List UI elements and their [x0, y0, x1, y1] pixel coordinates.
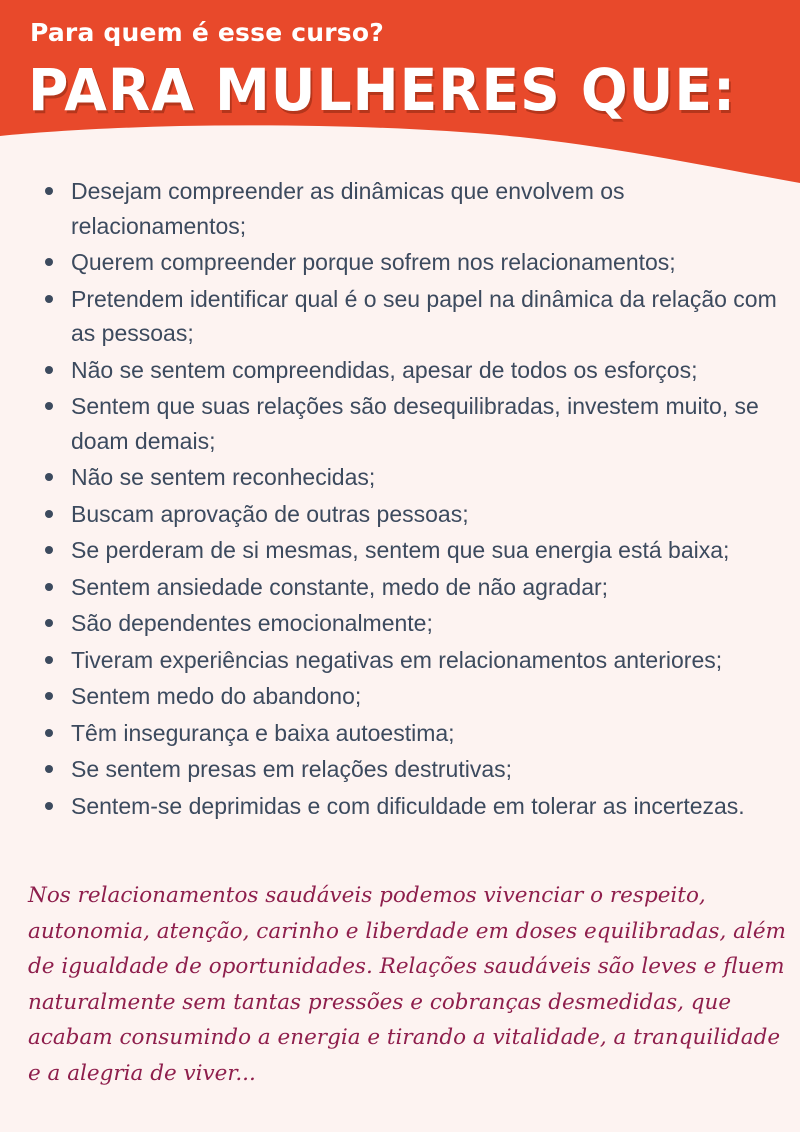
list-item-text: Não se sentem reconhecidas; [71, 464, 376, 490]
criteria-list [44, 174, 784, 825]
list-item [44, 752, 784, 787]
bullet-icon [45, 656, 53, 664]
list-item [44, 353, 784, 388]
list-item [44, 789, 784, 824]
list-item-text: Não se sentem compreendidas, apesar de todos os esforços; [71, 356, 698, 383]
list-item [44, 643, 784, 678]
bullet-icon [45, 187, 53, 195]
list-item-text: Desejam compreender as dinâmicas que envolvem os relacionamentos; [71, 178, 625, 239]
list-item [44, 716, 784, 751]
bullet-icon [45, 619, 53, 627]
list-item-text: Pretendem identificar qual é o seu papel na dinâmica da relação com as pessoas; [71, 285, 777, 346]
list-item-text: Sentem ansiedade constante, medo de não agradar; [71, 573, 609, 600]
list-item-text: São dependentes emocionalmente; [71, 610, 433, 636]
list-item [44, 570, 784, 605]
header-banner [0, 0, 800, 200]
list-item-text: Se sentem presas em relações destrutivas; [71, 756, 513, 782]
list-item [44, 389, 784, 458]
bullet-icon [45, 583, 53, 591]
bullet-icon [45, 258, 53, 266]
bullet-icon [45, 295, 53, 303]
bullet-icon [45, 729, 53, 737]
bullet-icon [45, 802, 53, 810]
list-item [44, 460, 784, 495]
list-item [44, 282, 784, 351]
list-item-text: Sentem-se deprimidas e com dificuldade em tolerar as incertezas. [71, 792, 745, 819]
list-item [44, 606, 784, 641]
bullet-icon [45, 366, 53, 374]
list-item-text: Têm insegurança e baixa autoestima; [71, 719, 455, 746]
list-item [44, 497, 784, 532]
bullet-icon [45, 692, 53, 700]
bullet-icon [45, 473, 53, 481]
list-item [44, 679, 784, 714]
list-item-text: Sentem medo do abandono; [71, 683, 362, 709]
list-item-text: Querem compreender porque sofrem nos relacionamentos; [71, 249, 676, 275]
bullet-icon [45, 765, 53, 773]
list-item-text: Tiveram experiências negativas em relacionamentos anteriores; [71, 646, 723, 673]
closing-paragraph: Nos relacionamentos saudáveis podemos vivenciar o respeito, autonomia, atenção, carinho e liberdade em doses equilibradas, além de igualdade de oportunidades. Relações saudáveis são leves e fluem naturalmente sem tantas pressões e cobranças desmedidas, que acabam consumindo a energia e tirando a vitalidade, a tranquilidade e a alegria de viver... [28, 883, 786, 1086]
bullet-icon [45, 510, 53, 518]
list-item [44, 533, 784, 568]
list-item [44, 245, 784, 280]
bullet-icon [45, 402, 53, 410]
header-eyebrow: Para quem é esse curso? [30, 18, 384, 47]
list-item [44, 174, 784, 243]
bullet-icon [45, 546, 53, 554]
list-item-text: Sentem que suas relações são desequilibradas, investem muito, se doam demais; [71, 393, 759, 454]
page-title: PARA MULHERES QUE: [28, 56, 736, 124]
list-item-text: Se perderam de si mesmas, sentem que sua energia está baixa; [71, 537, 730, 563]
list-item-text: Buscam aprovação de outras pessoas; [71, 500, 469, 527]
